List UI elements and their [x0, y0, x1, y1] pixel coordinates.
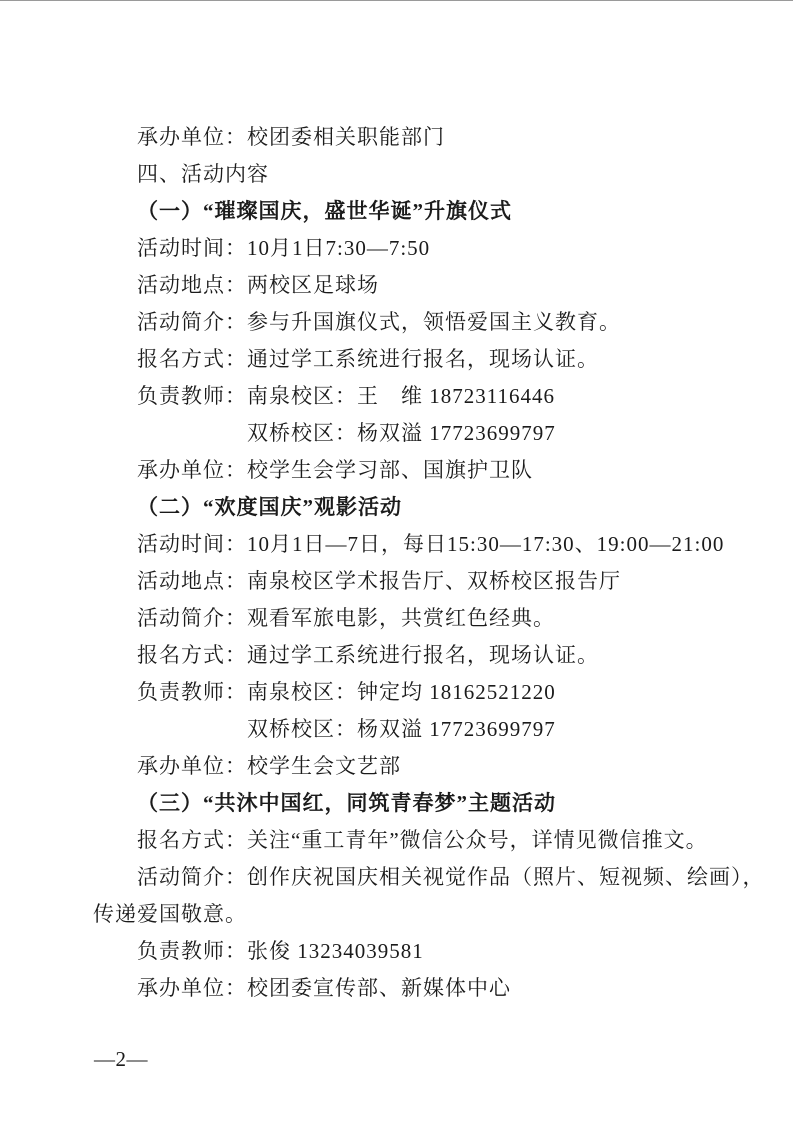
text-line: 活动地点：南泉校区学术报告厅、双桥校区报告厅 — [137, 569, 621, 593]
text-line: 双桥校区：杨双溢 17723699797 — [247, 421, 556, 445]
text-line: 活动简介：参与升国旗仪式，领悟爱国主义教育。 — [137, 310, 621, 334]
text-line: 承办单位：校团委宣传部、新媒体中心 — [137, 976, 511, 1000]
text-line: 活动时间：10月1日—7日，每日15:30—17:30、19:00—21:00 — [137, 532, 725, 556]
text-line: 活动地点：两校区足球场 — [137, 273, 379, 297]
text-line: 四、活动内容 — [137, 162, 269, 186]
text-line: 报名方式：通过学工系统进行报名，现场认证。 — [137, 347, 599, 371]
text-line: 报名方式：关注“重工青年”微信公众号，详情见微信推文。 — [137, 828, 708, 852]
text-line: 负责教师：南泉校区：钟定均 18162521220 — [137, 680, 556, 704]
text-line: 承办单位：校学生会文艺部 — [137, 754, 401, 778]
text-line: 双桥校区：杨双溢 17723699797 — [247, 717, 556, 741]
text-line: 活动简介：观看军旅电影，共赏红色经典。 — [137, 606, 555, 630]
text-line: 负责教师：张俊 13234039581 — [137, 939, 424, 963]
text-line: 活动简介：创作庆祝国庆相关视觉作品（照片、短视频、绘画）， — [137, 865, 765, 889]
text-line: 负责教师：南泉校区：王 维 18723116446 — [137, 384, 555, 408]
section-heading: （三）“共沐中国红，同筑青春梦”主题活动 — [137, 791, 556, 815]
text-line: 传递爱国敬意。 — [93, 902, 247, 926]
text-line: 承办单位：校学生会学习部、国旗护卫队 — [137, 458, 533, 482]
text-line: 活动时间：10月1日7:30—7:50 — [137, 236, 431, 260]
page-number: —2— — [94, 1047, 148, 1071]
text-line: 报名方式：通过学工系统进行报名，现场认证。 — [137, 643, 599, 667]
section-heading: （二）“欢度国庆”观影活动 — [137, 495, 402, 519]
document-content — [93, 119, 765, 1007]
section-heading: （一）“璀璨国庆，盛世华诞”升旗仪式 — [137, 199, 512, 223]
text-line: 承办单位：校团委相关职能部门 — [137, 125, 445, 149]
